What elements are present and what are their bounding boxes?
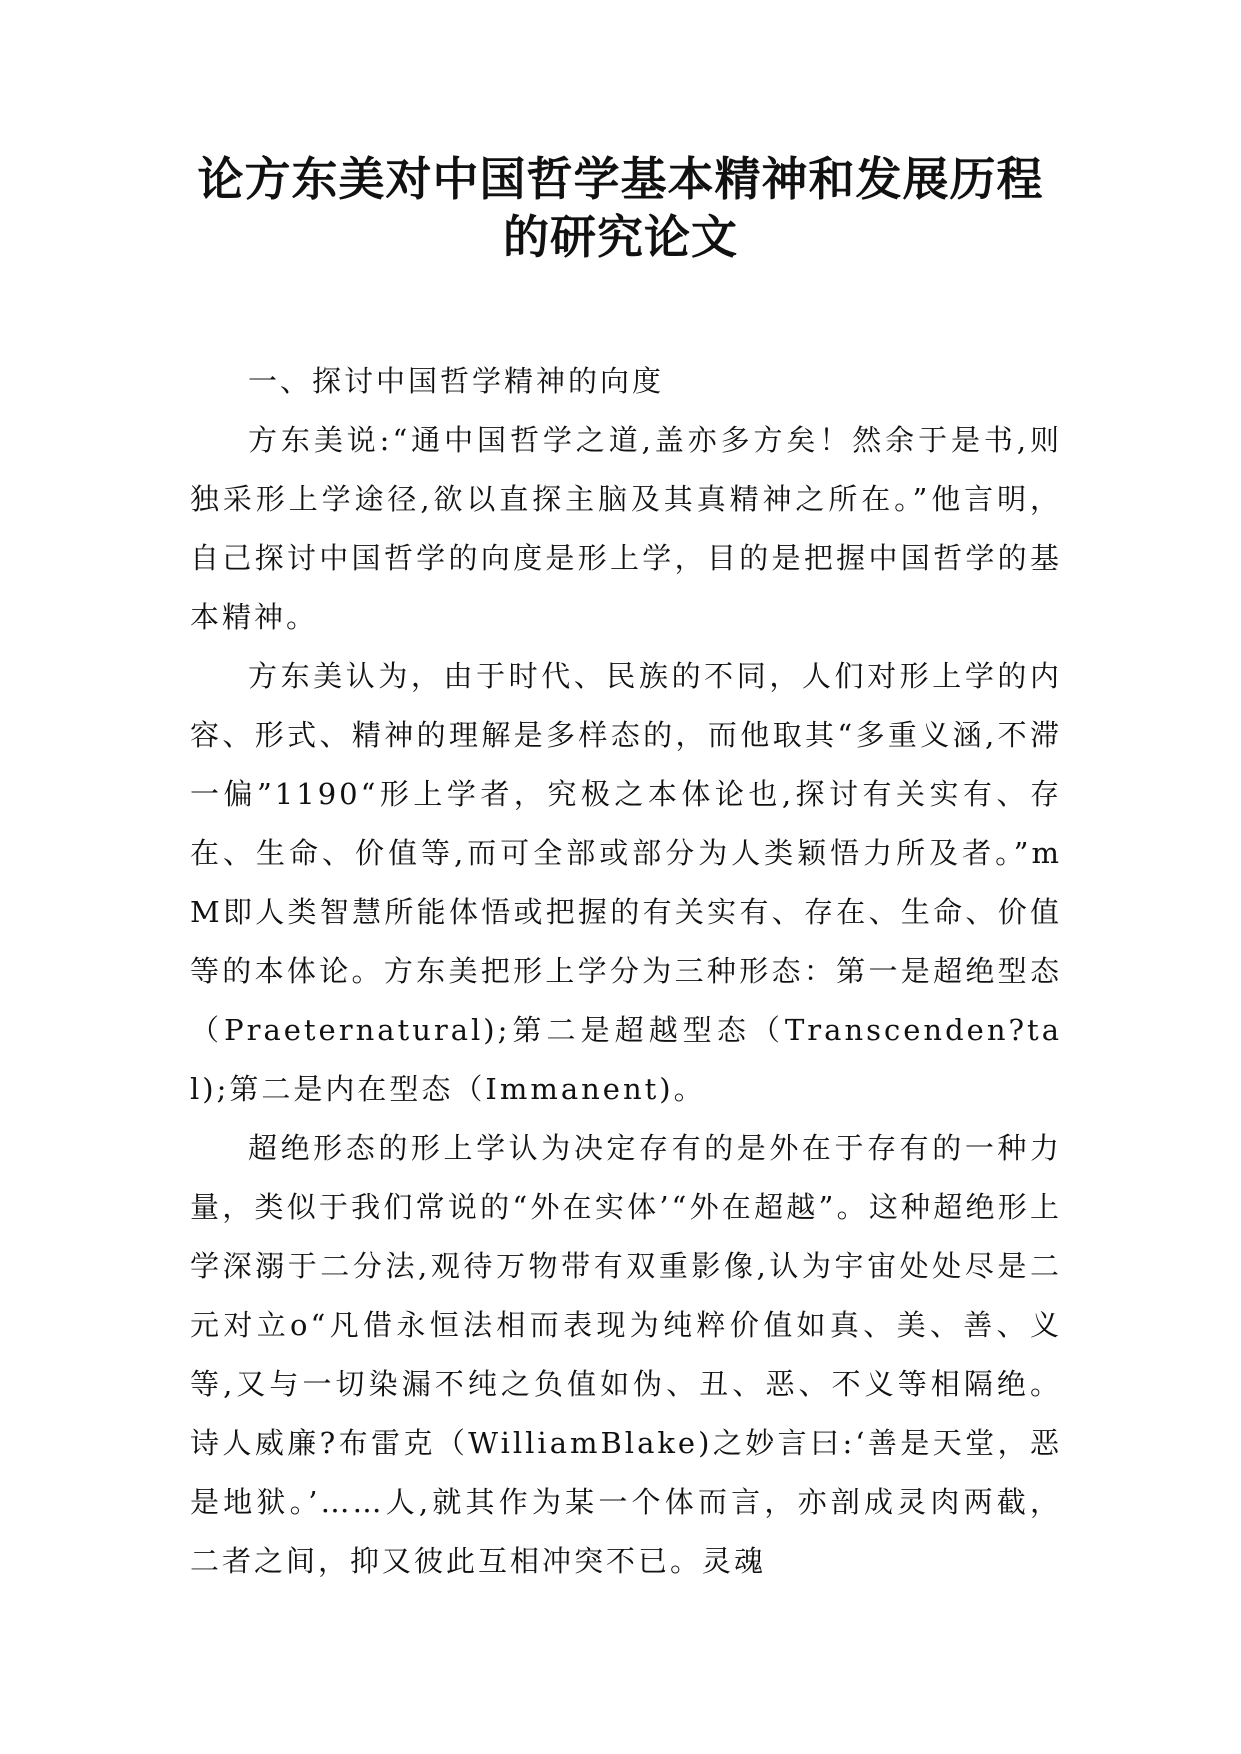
paragraph-3: 超绝形态的形上学认为决定存有的是外在于存有的一种力量，类似于我们常说的“外在实体’“外在超越”。这种超绝形上学深溺于二分法,观待万物带有双重影像,认为宇宙处处尽是二元对立o“凡借永恒法相而表现为纯粹价值如真、美、善、义等,又与一切染漏不纯之负值如伪、丑、恶、不义等相隔绝。诗人威廉?布雷克（WilliamBlake)之妙言曰:‘善是天堂，恶是地狱。’……人,就其作为某一个体而言，亦剖成灵肉两截，二者之间，抑又彼此互相冲突不已。灵魂	[190, 1131, 1062, 1578]
title-line-2: 的研究论文	[503, 210, 738, 264]
paragraph-1: 方东美说:“通中国哲学之道,盖亦多方矣！然余于是书,则独采形上学途径,欲以直探主脑及其真精神之所在。”他言明，自己探讨中国哲学的向度是形上学，目的是把握中国哲学的基本精神。	[190, 423, 1062, 634]
document-body	[190, 352, 1062, 1591]
paragraph-2: 方东美认为，由于时代、民族的不同，人们对形上学的内容、形式、精神的理解是多样态的，而他取其“多重义涵,不滞一偏”1190“形上学者，究极之本体论也,探讨有关实有、存在、生命、价值等,而可全部或部分为人类颖悟力所及者。”mM即人类智慧所能体悟或把握的有关实有、存在、生命、价值等的本体论。方东美把形上学分为三种形态：第一是超绝型态（Praeternatural);第二是超越型态（Transcenden?tal);第二是内在型态（Immanent)。	[190, 659, 1062, 1106]
document-title	[150, 150, 1091, 266]
section-heading: 一、探讨中国哲学精神的向度	[248, 364, 665, 398]
title-line-1: 论方东美对中国哲学基本精神和发展历程	[197, 152, 1044, 206]
